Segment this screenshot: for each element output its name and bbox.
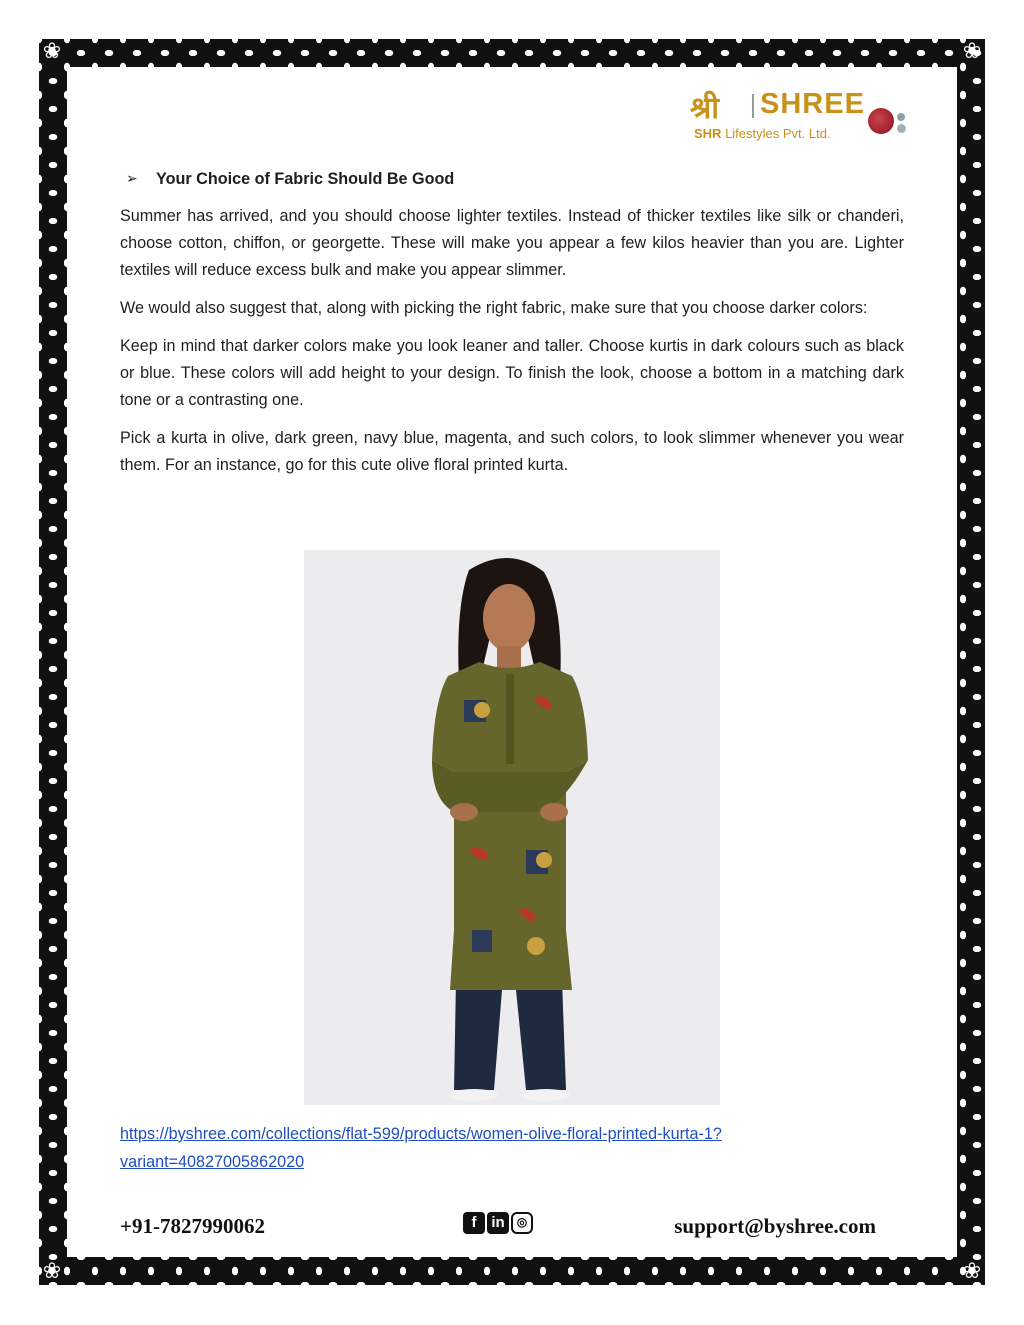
paragraph-leaner-taller: Keep in mind that darker colors make you look leaner and taller. Choose kurtis in dark colours such as black or blue. These colors will add height to your design. To finish the look, choose a bottom in a matching dark tone or a contrasting one. (120, 337, 904, 409)
paragraph-fabric: Summer has arrived, and you should choose lighter textiles. Instead of thicker textiles like silk or chanderi, choose cotton, chiffon, or georgette. These will make you appear a few kilos heavier than you are. Lighter textiles will reduce excess bulk and make you appear slimmer. (120, 207, 904, 279)
model-in-olive-kurta-illustration (304, 550, 720, 1105)
corner-ornament-icon: ❀ (962, 1259, 982, 1284)
logo-dot-icon (897, 113, 905, 121)
section-heading-text: Your Choice of Fabric Should Be Good (156, 170, 455, 188)
logo-brand-text: SHREE (760, 88, 865, 120)
logo-subtitle (694, 126, 831, 141)
product-photo (304, 550, 720, 1105)
logo-sub-bold: SHR (694, 126, 722, 141)
social-icons (463, 1212, 533, 1236)
corner-ornament-icon: ❀ (962, 39, 982, 64)
facebook-icon[interactable]: f (463, 1212, 485, 1234)
corner-ornament-icon: ❀ (42, 39, 62, 64)
linkedin-icon[interactable]: in (487, 1212, 509, 1234)
instagram-icon[interactable]: ◎ (511, 1212, 533, 1234)
logo-separator (752, 94, 754, 118)
logo-sub-text: Lifestyles Pvt. Ltd. (721, 126, 831, 141)
corner-ornament-icon: ❀ (42, 1259, 62, 1284)
product-link[interactable]: https://byshree.com/collections/flat-599/products/women-olive-floral-printed-kurta-1?variant=40827005862020 (120, 1125, 722, 1171)
paragraph-olive-kurta: Pick a kurta in olive, dark green, navy blue, magenta, and such colors, to look slimmer whenever you wear them. For an instance, go for this cute olive floral printed kurta. (120, 429, 904, 474)
logo-dot-icon (897, 124, 906, 133)
paragraph-darker-colors: We would also suggest that, along with picking the right fabric, make sure that you choose darker colors: (120, 299, 868, 317)
logo-hindi-text: श्री (690, 91, 720, 126)
section-heading (126, 166, 904, 193)
company-logo (690, 86, 920, 148)
logo-mark-icon (868, 108, 894, 134)
arrowhead-bullet-icon: ➢ (126, 171, 138, 187)
footer-email[interactable]: support@byshree.com (674, 1214, 876, 1238)
article-content (120, 166, 904, 490)
footer-phone: +91-7827990062 (120, 1214, 265, 1238)
